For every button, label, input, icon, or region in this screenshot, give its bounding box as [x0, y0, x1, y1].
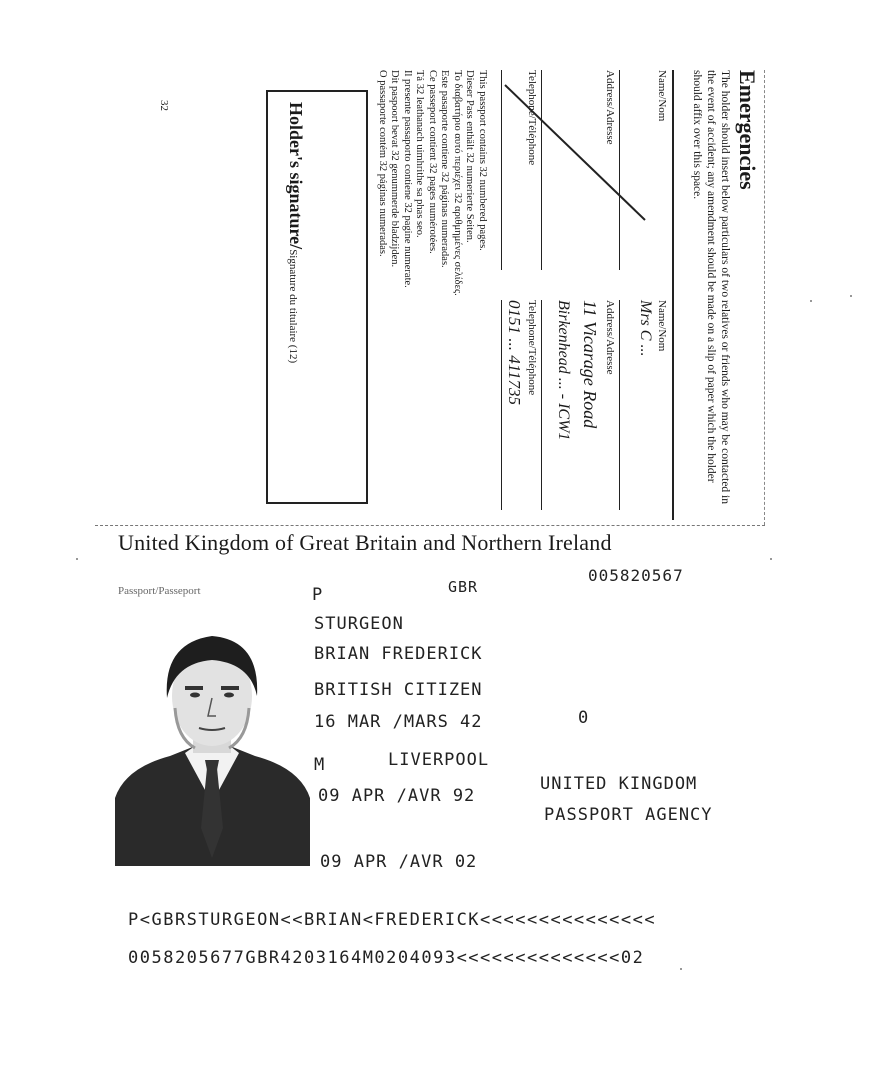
authority-line1: UNITED KINGDOM: [540, 774, 698, 794]
surname: STURGEON: [314, 614, 404, 634]
date-of-birth: 16 MAR /MARS 42: [314, 712, 483, 732]
holder-photo: [115, 628, 310, 866]
signature-label: Holder's signature/: [286, 102, 306, 250]
given-names: BRIAN FREDERICK: [314, 644, 483, 664]
col1-name-label: Name/Nom: [656, 70, 668, 122]
col2-address-label: Address/Adresse: [604, 300, 616, 375]
signature-box: [266, 90, 368, 504]
doc-label: Passport/Passeport: [118, 585, 201, 597]
extra-mark: 0: [578, 708, 590, 728]
page-count-line: Tá 32 leathanach uimhrithe sa phas seo.: [414, 70, 426, 238]
emergencies-instructions: The holder should insert below particulars of two relatives or friends who may be contacted in the event of accident; any amendment should be made on a slip of paper which the holder should affix over this space.: [691, 70, 731, 504]
divider: [672, 70, 674, 520]
nationality: BRITISH CITIZEN: [314, 680, 483, 700]
authority-line2: PASSPORT AGENCY: [544, 805, 713, 825]
page-count-line: Dit paspoort bevat 32 genummerde bladzijden.: [389, 70, 401, 268]
col2-telephone-label: Telephone/Téléphone: [526, 300, 538, 396]
emergencies-page-rotated: [120, 60, 770, 530]
top-rule: [764, 70, 765, 525]
passport-type: P: [312, 585, 324, 605]
date-of-expiry: 09 APR /AVR 02: [320, 852, 478, 872]
mrz-line-1: P<GBRSTURGEON<<BRIAN<FREDERICK<<<<<<<<<<<<<<<: [128, 910, 657, 930]
passport-number: 005820567: [588, 566, 684, 585]
col1-address-label: Address/Adresse: [604, 70, 616, 145]
scan-speck: [680, 968, 682, 970]
page-count-line: To διαβατήριο αυτό περιέχει 32 αριθμημένες σελίδες.: [452, 70, 463, 296]
col2-name-label: Name/Nom: [656, 300, 668, 352]
page-divider: [95, 525, 765, 526]
sex: M: [314, 755, 326, 775]
page-count-notice: [376, 70, 489, 510]
col2-address-value: 11 Vicarage Road: [580, 300, 600, 429]
emergencies-page: [120, 60, 770, 530]
page-count-line: Dieser Pass enthält 32 numerierte Seiten.: [464, 70, 476, 243]
scan-speck: [76, 558, 78, 560]
page-count-line: O passaporte contém 32 páginas numeradas.: [377, 70, 388, 257]
page-count-line: This passport contains 32 numbered pages.: [477, 70, 488, 251]
col2-address-line: [541, 300, 542, 510]
emergencies-block: [690, 70, 760, 510]
date-of-issue: 09 APR /AVR 92: [318, 786, 476, 806]
country-code: GBR: [448, 578, 479, 596]
scan-speck: [850, 295, 852, 297]
strike-through-line: [500, 70, 650, 230]
page-number: 32: [158, 100, 170, 111]
signature-label-fr: Signature du titulaire (12): [287, 249, 299, 364]
page-count-line: Este pasaporte contiene 32 páginas numeradas.: [439, 70, 451, 268]
col2-name-value: Mrs C ...: [637, 300, 654, 357]
col2-name-line: [619, 300, 620, 510]
page-count-line: Ce passeport contient 32 pages numérotées.: [427, 70, 438, 254]
place-of-birth: LIVERPOOL: [388, 750, 490, 770]
scan-speck: [810, 300, 812, 302]
col2-telephone-value: 0151 ... 411735: [505, 300, 524, 405]
scan-speck: [770, 558, 772, 560]
col2-address-value2: Birkenhead ... - ICW1: [555, 300, 572, 441]
emergencies-title: Emergencies: [735, 70, 760, 190]
mrz-line-2: 0058205677GBR4203164M0204093<<<<<<<<<<<<<<02: [128, 948, 645, 968]
country-header: United Kingdom of Great Britain and Northern Ireland: [118, 530, 612, 555]
signature-label-group: [285, 102, 306, 363]
col2-telephone-line: [501, 300, 502, 510]
page-count-line: Il presente passaporto contiene 32 pagine numerate.: [402, 70, 413, 288]
col1-telephone-label: Telephone/Téléphone: [526, 70, 538, 166]
